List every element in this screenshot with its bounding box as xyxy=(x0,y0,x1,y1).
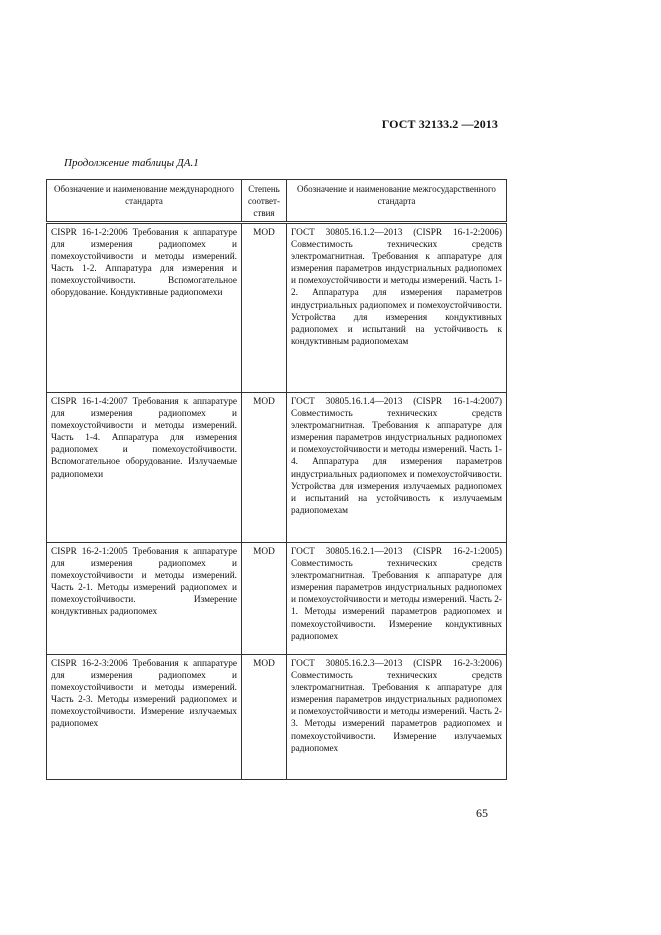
document-standard-code: ГОСТ 32133.2 —2013 xyxy=(381,117,498,131)
table-header-row xyxy=(47,180,507,223)
cell-international-standard: CISPR 16-2-1:2005 Требования к аппаратуре для измерения радиопомех и помехоустойчивости и методы измерений. Часть 2-1. Методы измерений радиопомех и помехоустойчивости. Измерение кондуктивных радиопомех xyxy=(47,543,242,655)
cell-interstate-standard: ГОСТ 30805.16.1.4—2013 (CISPR 16-1-4:2007) Совместимость технических средств электромагнитная. Требования к аппаратуре для измерения параметров индустриальных радиопомех и помехоустойчивости и методы измерений. Часть 1-4. Аппаратура для измерения параметров индустриальных радиопомех и помехоустойчивости. Устройства для измерения излучаемых радиопомех и испытаний на устойчивость к излучаемым радиопомехам xyxy=(287,393,507,543)
cell-degree: MOD xyxy=(242,543,287,655)
cell-degree: MOD xyxy=(242,223,287,393)
table-row xyxy=(47,543,507,655)
column-header-degree: Степень соответ-ствия xyxy=(242,180,287,223)
table-header xyxy=(47,180,507,223)
cell-degree: MOD xyxy=(242,393,287,543)
table-body xyxy=(47,223,507,780)
cell-international-standard: CISPR 16-1-2:2006 Требования к аппаратуре для измерения радиопомех и помехоустойчивости и методы измерений. Часть 1-2. Аппаратура для измерения и помехоустойчивости. Вспомогательное оборудование. Кондуктивные радиопомехи xyxy=(47,223,242,393)
cell-international-standard: CISPR 16-2-3:2006 Требования к аппаратуре для измерения радиопомех и помехоустойчивости и методы измерений. Часть 2-3. Методы измерений радиопомех и помехоустойчивости. Измерение излучаемых радиопомех xyxy=(47,655,242,780)
cell-interstate-standard: ГОСТ 30805.16.2.3—2013 (CISPR 16-2-3:2006) Совместимость технических средств электромагнитная. Требования к аппаратуре для измерения параметров индустриальных радиопомех и помехоустойчивости и методы измерений. Часть 2-3. Методы измерений параметров радиопомех и помехоустойчивости. Измерение излучаемых радиопомех xyxy=(287,655,507,780)
page-number: 65 xyxy=(476,806,488,820)
standards-correspondence-table xyxy=(46,179,507,780)
cell-interstate-standard: ГОСТ 30805.16.2.1—2013 (CISPR 16-2-1:2005) Совместимость технических средств электромагнитная. Требования к аппаратуре для измерения параметров индустриальных радиопомех и помехоустойчивости и методы измерений. Часть 2-1. Методы измерений параметров радиопомех и помехоустойчивости. Измерение кондуктивных радиопомех xyxy=(287,543,507,655)
table-row xyxy=(47,655,507,780)
cell-interstate-standard: ГОСТ 30805.16.1.2—2013 (CISPR 16-1-2:2006) Совместимость технических средств электромагнитная. Требования к аппаратуре для измерения параметров индустриальных радиопомех и помехоустойчивости и методы измерений. Часть 1-2. Аппаратура для измерения параметров индустриальных радиопомех и помехоустойчивости. Устройства для измерения кондуктивных радиопомех и испытаний на устойчивость к кондуктивным радиопомехам xyxy=(287,223,507,393)
table-continuation-label: Продолжение таблицы ДА.1 xyxy=(64,157,199,169)
column-header-international: Обозначение и наименование международного стандарта xyxy=(47,180,242,223)
cell-international-standard: CISPR 16-1-4:2007 Требования к аппаратуре для измерения радиопомех и помехоустойчивости и методы измерений. Часть 1-4. Аппаратура для измерения радиопомех и помехоустойчивости. Вспомогательное оборудование. Излучаемые радиопомехи xyxy=(47,393,242,543)
cell-degree: MOD xyxy=(242,655,287,780)
column-header-interstate: Обозначение и наименование межгосударственного стандарта xyxy=(287,180,507,223)
table-row xyxy=(47,393,507,543)
table-row xyxy=(47,223,507,393)
